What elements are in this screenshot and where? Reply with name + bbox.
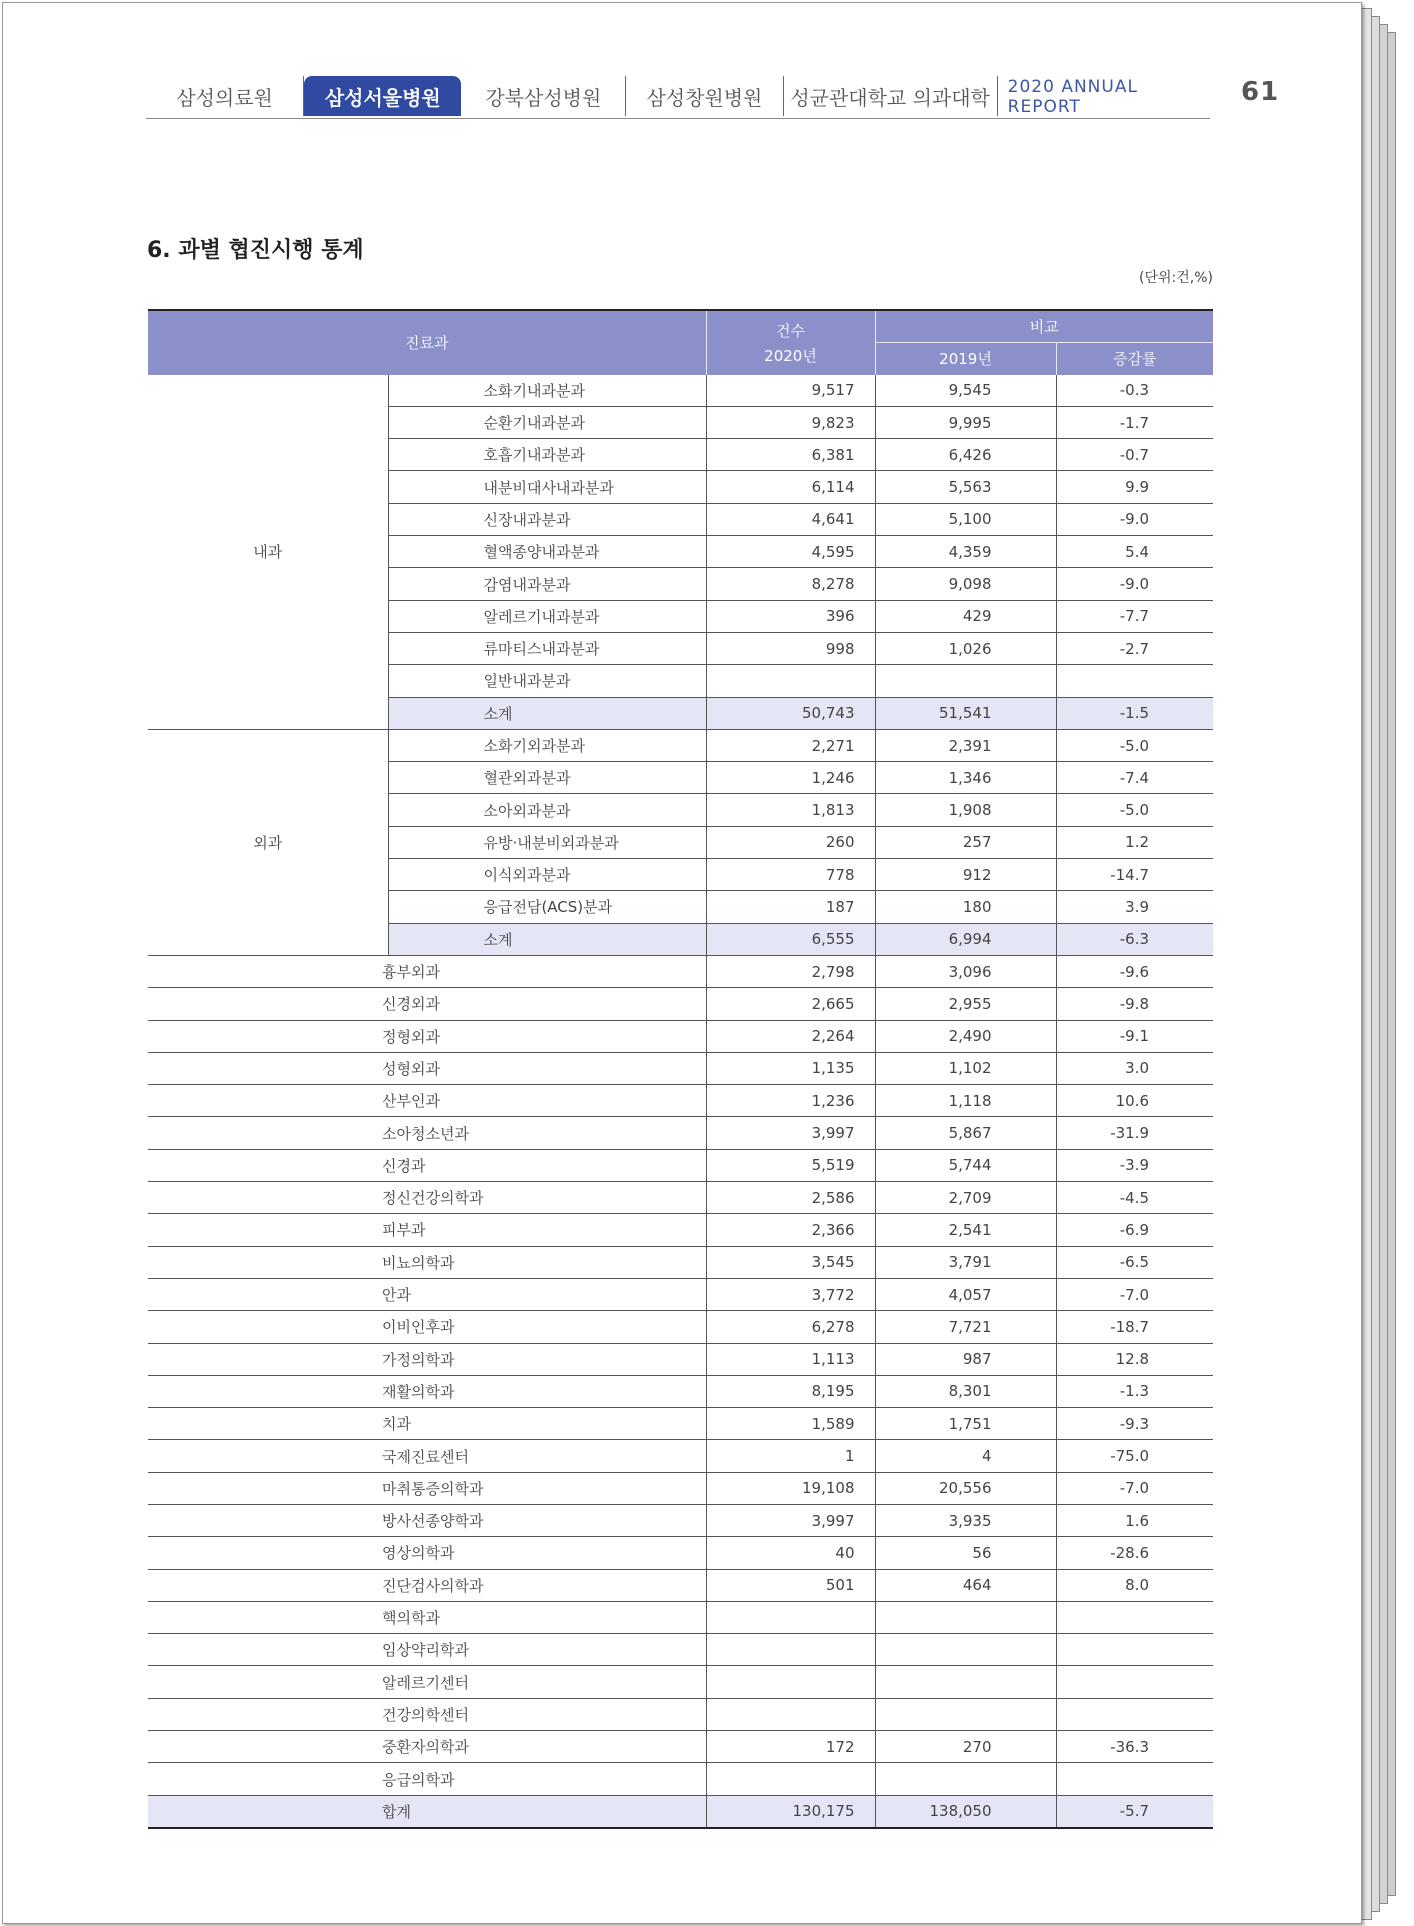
count-2020-cell: 260 xyxy=(706,826,875,858)
count-2019-cell: 3,791 xyxy=(875,1246,1056,1278)
table-row xyxy=(148,1149,1213,1181)
count-2020-cell: 3,772 xyxy=(706,1278,875,1310)
change-rate-cell: -5.0 xyxy=(1056,729,1213,761)
header-change-rate: 증감률 xyxy=(1056,343,1213,375)
table-row xyxy=(148,988,1213,1020)
subdept-name-cell: 순환기내과분과 xyxy=(388,406,706,438)
count-2020-cell: 1,113 xyxy=(706,1343,875,1375)
change-rate-cell: -6.5 xyxy=(1056,1246,1213,1278)
subdept-name-cell: 감염내과분과 xyxy=(388,568,706,600)
change-rate-cell xyxy=(1056,1698,1213,1730)
change-rate-cell: -6.9 xyxy=(1056,1214,1213,1246)
table-row xyxy=(148,1504,1213,1536)
dept-name-cell: 비뇨의학과 xyxy=(148,1246,706,1278)
change-rate-cell: 10.6 xyxy=(1056,1085,1213,1117)
count-2019-cell: 1,908 xyxy=(875,794,1056,826)
change-rate-cell xyxy=(1056,665,1213,697)
count-2020-cell: 130,175 xyxy=(706,1795,875,1828)
dept-name-cell: 임상약리학과 xyxy=(148,1634,706,1666)
count-2020-cell: 8,278 xyxy=(706,568,875,600)
table-row xyxy=(148,1440,1213,1472)
dept-name-cell: 알레르기센터 xyxy=(148,1666,706,1698)
table-row xyxy=(148,1311,1213,1343)
tab-samsung-changwon-hospital[interactable]: 삼성창원병원 xyxy=(626,76,783,116)
count-2019-cell: 4,057 xyxy=(875,1278,1056,1310)
count-2019-cell: 6,426 xyxy=(875,439,1056,471)
count-2020-cell: 3,545 xyxy=(706,1246,875,1278)
table-row xyxy=(148,1117,1213,1149)
subdept-name-cell: 소아외과분과 xyxy=(388,794,706,826)
dept-name-cell: 산부인과 xyxy=(148,1085,706,1117)
change-rate-cell: 9.9 xyxy=(1056,471,1213,503)
count-2019-cell: 5,867 xyxy=(875,1117,1056,1149)
change-rate-cell: -9.0 xyxy=(1056,503,1213,535)
dept-name-cell: 응급의학과 xyxy=(148,1763,706,1795)
group-name-cell: 외과 xyxy=(148,729,388,955)
tab-samsung-seoul-hospital[interactable]: 삼성서울병원 xyxy=(304,76,461,116)
count-2019-cell: 9,545 xyxy=(875,375,1056,407)
count-2020-cell: 4,595 xyxy=(706,536,875,568)
subtotal-label-cell: 소계 xyxy=(388,697,706,729)
dept-name-cell: 핵의학과 xyxy=(148,1601,706,1633)
change-rate-cell: -1.7 xyxy=(1056,406,1213,438)
table-row xyxy=(148,1698,1213,1730)
dept-name-cell: 신경외과 xyxy=(148,988,706,1020)
count-2019-cell: 2,490 xyxy=(875,1020,1056,1052)
table-row xyxy=(148,1472,1213,1504)
count-2020-cell: 1,236 xyxy=(706,1085,875,1117)
change-rate-cell: 1.6 xyxy=(1056,1504,1213,1536)
dept-name-cell: 국제진료센터 xyxy=(148,1440,706,1472)
count-2020-cell: 501 xyxy=(706,1569,875,1601)
group-name-cell: 내과 xyxy=(148,375,388,730)
subtotal-label-cell: 소계 xyxy=(388,923,706,955)
change-rate-cell: 5.4 xyxy=(1056,536,1213,568)
change-rate-cell: -3.9 xyxy=(1056,1149,1213,1181)
change-rate-cell: 3.9 xyxy=(1056,891,1213,923)
count-2020-cell: 9,823 xyxy=(706,406,875,438)
tab-kangbuk-samsung-hospital[interactable]: 강북삼성병원 xyxy=(461,76,626,116)
table-row xyxy=(148,1182,1213,1214)
subdept-name-cell: 이식외과분과 xyxy=(388,859,706,891)
dept-name-cell: 피부과 xyxy=(148,1214,706,1246)
count-2019-cell: 9,995 xyxy=(875,406,1056,438)
table-row xyxy=(148,1666,1213,1698)
tab-skku-medical-school[interactable]: 성균관대학교 의과대학 xyxy=(784,76,998,116)
count-2020-cell: 172 xyxy=(706,1731,875,1763)
count-2020-cell: 3,997 xyxy=(706,1504,875,1536)
dept-name-cell: 치과 xyxy=(148,1408,706,1440)
change-rate-cell: -5.7 xyxy=(1056,1795,1213,1828)
dept-name-cell: 건강의학센터 xyxy=(148,1698,706,1730)
count-2020-cell: 6,114 xyxy=(706,471,875,503)
change-rate-cell: -9.1 xyxy=(1056,1020,1213,1052)
count-2020-cell: 1,135 xyxy=(706,1052,875,1084)
header-count-label: 건수 xyxy=(776,321,805,340)
count-2020-cell: 1,813 xyxy=(706,794,875,826)
change-rate-cell: 8.0 xyxy=(1056,1569,1213,1601)
count-2019-cell xyxy=(875,1666,1056,1698)
table-row xyxy=(148,1537,1213,1569)
subdept-name-cell: 응급전담(ACS)분과 xyxy=(388,891,706,923)
subdept-name-cell: 소화기외과분과 xyxy=(388,729,706,761)
count-2019-cell xyxy=(875,1698,1056,1730)
header-count xyxy=(706,310,875,375)
count-2019-cell: 257 xyxy=(875,826,1056,858)
table-body xyxy=(148,375,1213,1828)
count-2020-cell: 778 xyxy=(706,859,875,891)
change-rate-cell: -0.7 xyxy=(1056,439,1213,471)
count-2020-cell: 187 xyxy=(706,891,875,923)
count-2019-cell: 2,709 xyxy=(875,1182,1056,1214)
change-rate-cell: -7.4 xyxy=(1056,762,1213,794)
count-2020-cell: 998 xyxy=(706,632,875,664)
subdept-name-cell: 유방·내분비외과분과 xyxy=(388,826,706,858)
change-rate-cell: -0.3 xyxy=(1056,375,1213,407)
count-2019-cell: 987 xyxy=(875,1343,1056,1375)
change-rate-cell: -7.0 xyxy=(1056,1278,1213,1310)
change-rate-cell: -1.5 xyxy=(1056,697,1213,729)
count-2020-cell xyxy=(706,665,875,697)
count-2020-cell: 6,555 xyxy=(706,923,875,955)
count-2019-cell xyxy=(875,1601,1056,1633)
count-2019-cell: 5,100 xyxy=(875,503,1056,535)
table-row xyxy=(148,1763,1213,1795)
change-rate-cell: -31.9 xyxy=(1056,1117,1213,1149)
dept-name-cell: 진단검사의학과 xyxy=(148,1569,706,1601)
change-rate-cell xyxy=(1056,1763,1213,1795)
count-2020-cell: 6,381 xyxy=(706,439,875,471)
count-2019-cell: 3,935 xyxy=(875,1504,1056,1536)
change-rate-cell: -36.3 xyxy=(1056,1731,1213,1763)
count-2019-cell: 1,102 xyxy=(875,1052,1056,1084)
count-2020-cell: 2,366 xyxy=(706,1214,875,1246)
table-row xyxy=(148,955,1213,987)
table-row xyxy=(148,1569,1213,1601)
dept-name-cell: 이비인후과 xyxy=(148,1311,706,1343)
count-2019-cell xyxy=(875,1634,1056,1666)
count-2019-cell: 3,096 xyxy=(875,955,1056,987)
count-2019-cell: 56 xyxy=(875,1537,1056,1569)
count-2019-cell: 1,346 xyxy=(875,762,1056,794)
dept-name-cell: 정형외과 xyxy=(148,1020,706,1052)
count-2019-cell: 2,391 xyxy=(875,729,1056,761)
dept-name-cell: 영상의학과 xyxy=(148,1537,706,1569)
count-2020-cell xyxy=(706,1601,875,1633)
count-2019-cell: 2,955 xyxy=(875,988,1056,1020)
count-2020-cell: 2,586 xyxy=(706,1182,875,1214)
count-2019-cell: 180 xyxy=(875,891,1056,923)
change-rate-cell: -75.0 xyxy=(1056,1440,1213,1472)
count-2020-cell: 1,246 xyxy=(706,762,875,794)
change-rate-cell xyxy=(1056,1634,1213,1666)
count-2019-cell: 1,026 xyxy=(875,632,1056,664)
header-year-2019: 2019년 xyxy=(875,343,1056,375)
change-rate-cell: -7.7 xyxy=(1056,600,1213,632)
table-row xyxy=(148,1278,1213,1310)
count-2019-cell: 6,994 xyxy=(875,923,1056,955)
change-rate-cell: -28.6 xyxy=(1056,1537,1213,1569)
count-2020-cell: 9,517 xyxy=(706,375,875,407)
subdept-name-cell: 일반내과분과 xyxy=(388,665,706,697)
table-row xyxy=(148,729,1213,761)
section-title: 6. 과별 협진시행 통계 xyxy=(147,238,364,263)
subdept-name-cell: 소화기내과분과 xyxy=(388,375,706,407)
count-2020-cell: 50,743 xyxy=(706,697,875,729)
dept-name-cell: 안과 xyxy=(148,1278,706,1310)
count-2019-cell: 270 xyxy=(875,1731,1056,1763)
count-2019-cell xyxy=(875,1763,1056,1795)
count-2020-cell: 2,264 xyxy=(706,1020,875,1052)
table-row xyxy=(148,1375,1213,1407)
dept-name-cell: 가정의학과 xyxy=(148,1343,706,1375)
table-row xyxy=(148,1052,1213,1084)
count-2019-cell: 1,118 xyxy=(875,1085,1056,1117)
count-2019-cell: 912 xyxy=(875,859,1056,891)
subdept-name-cell: 신장내과분과 xyxy=(388,503,706,535)
dept-name-cell: 재활의학과 xyxy=(148,1375,706,1407)
count-2020-cell: 40 xyxy=(706,1537,875,1569)
count-2020-cell: 1 xyxy=(706,1440,875,1472)
count-2019-cell: 5,563 xyxy=(875,471,1056,503)
change-rate-cell: -7.0 xyxy=(1056,1472,1213,1504)
subdept-name-cell: 내분비대사내과분과 xyxy=(388,471,706,503)
table-row xyxy=(148,1601,1213,1633)
count-2019-cell: 464 xyxy=(875,1569,1056,1601)
count-2020-cell xyxy=(706,1698,875,1730)
change-rate-cell: -9.6 xyxy=(1056,955,1213,987)
count-2020-cell: 4,641 xyxy=(706,503,875,535)
table-row xyxy=(148,1343,1213,1375)
table-row xyxy=(148,1634,1213,1666)
count-2020-cell: 2,665 xyxy=(706,988,875,1020)
change-rate-cell: -6.3 xyxy=(1056,923,1213,955)
count-2019-cell: 9,098 xyxy=(875,568,1056,600)
change-rate-cell: -9.3 xyxy=(1056,1408,1213,1440)
count-2020-cell: 2,271 xyxy=(706,729,875,761)
dept-name-cell: 신경과 xyxy=(148,1149,706,1181)
unit-label: (단위:건,%) xyxy=(1139,270,1213,286)
change-rate-cell: -4.5 xyxy=(1056,1182,1213,1214)
count-2020-cell: 8,195 xyxy=(706,1375,875,1407)
table-row xyxy=(148,1408,1213,1440)
count-2019-cell: 51,541 xyxy=(875,697,1056,729)
tab-samsung-medical-center[interactable]: 삼성의료원 xyxy=(146,76,304,116)
collaboration-stats-table xyxy=(148,309,1213,1829)
table-row xyxy=(148,1214,1213,1246)
change-rate-cell: -2.7 xyxy=(1056,632,1213,664)
total-row xyxy=(148,1795,1213,1828)
report-label: 2020 ANNUAL REPORT xyxy=(1007,77,1138,117)
change-rate-cell: -18.7 xyxy=(1056,1311,1213,1343)
count-2019-cell xyxy=(875,665,1056,697)
count-2020-cell: 2,798 xyxy=(706,955,875,987)
change-rate-cell xyxy=(1056,1666,1213,1698)
count-2020-cell: 1,589 xyxy=(706,1408,875,1440)
dept-name-cell: 중환자의학과 xyxy=(148,1731,706,1763)
count-2020-cell: 5,519 xyxy=(706,1149,875,1181)
change-rate-cell: -1.3 xyxy=(1056,1375,1213,1407)
header-tabs xyxy=(146,76,1210,119)
dept-name-cell: 마취통증의학과 xyxy=(148,1472,706,1504)
count-2019-cell: 429 xyxy=(875,600,1056,632)
subdept-name-cell: 혈액종양내과분과 xyxy=(388,536,706,568)
count-2019-cell: 1,751 xyxy=(875,1408,1056,1440)
table-row xyxy=(148,1085,1213,1117)
change-rate-cell: -9.8 xyxy=(1056,988,1213,1020)
count-2020-cell: 19,108 xyxy=(706,1472,875,1504)
count-2019-cell: 4,359 xyxy=(875,536,1056,568)
count-2019-cell: 2,541 xyxy=(875,1214,1056,1246)
subdept-name-cell: 호흡기내과분과 xyxy=(388,439,706,471)
dept-name-cell: 성형외과 xyxy=(148,1052,706,1084)
dept-name-cell: 방사선종양학과 xyxy=(148,1504,706,1536)
change-rate-cell: 1.2 xyxy=(1056,826,1213,858)
change-rate-cell: 3.0 xyxy=(1056,1052,1213,1084)
change-rate-cell: 12.8 xyxy=(1056,1343,1213,1375)
document-page xyxy=(2,2,1362,1924)
count-2019-cell: 20,556 xyxy=(875,1472,1056,1504)
table-row xyxy=(148,1020,1213,1052)
table-row xyxy=(148,375,1213,407)
dept-name-cell: 흉부외과 xyxy=(148,955,706,987)
page-number: 61 xyxy=(1241,77,1280,107)
table-row xyxy=(148,1731,1213,1763)
count-2019-cell: 4 xyxy=(875,1440,1056,1472)
count-2020-cell xyxy=(706,1763,875,1795)
subdept-name-cell: 알레르기내과분과 xyxy=(388,600,706,632)
count-2020-cell: 3,997 xyxy=(706,1117,875,1149)
subdept-name-cell: 혈관외과분과 xyxy=(388,762,706,794)
change-rate-cell: -14.7 xyxy=(1056,859,1213,891)
total-label-cell: 합계 xyxy=(148,1795,706,1828)
change-rate-cell: -5.0 xyxy=(1056,794,1213,826)
count-2020-cell xyxy=(706,1634,875,1666)
table-row xyxy=(148,1246,1213,1278)
change-rate-cell xyxy=(1056,1601,1213,1633)
count-2019-cell: 5,744 xyxy=(875,1149,1056,1181)
dept-name-cell: 소아청소년과 xyxy=(148,1117,706,1149)
count-2019-cell: 7,721 xyxy=(875,1311,1056,1343)
header-dept: 진료과 xyxy=(148,310,706,375)
count-2019-cell: 8,301 xyxy=(875,1375,1056,1407)
change-rate-cell: -9.0 xyxy=(1056,568,1213,600)
count-2020-cell xyxy=(706,1666,875,1698)
count-2020-cell: 6,278 xyxy=(706,1311,875,1343)
header-year-2020: 2020년 xyxy=(764,346,817,365)
count-2019-cell: 138,050 xyxy=(875,1795,1056,1828)
header-compare: 비교 xyxy=(875,310,1213,343)
dept-name-cell: 정신건강의학과 xyxy=(148,1182,706,1214)
subdept-name-cell: 류마티스내과분과 xyxy=(388,632,706,664)
count-2020-cell: 396 xyxy=(706,600,875,632)
